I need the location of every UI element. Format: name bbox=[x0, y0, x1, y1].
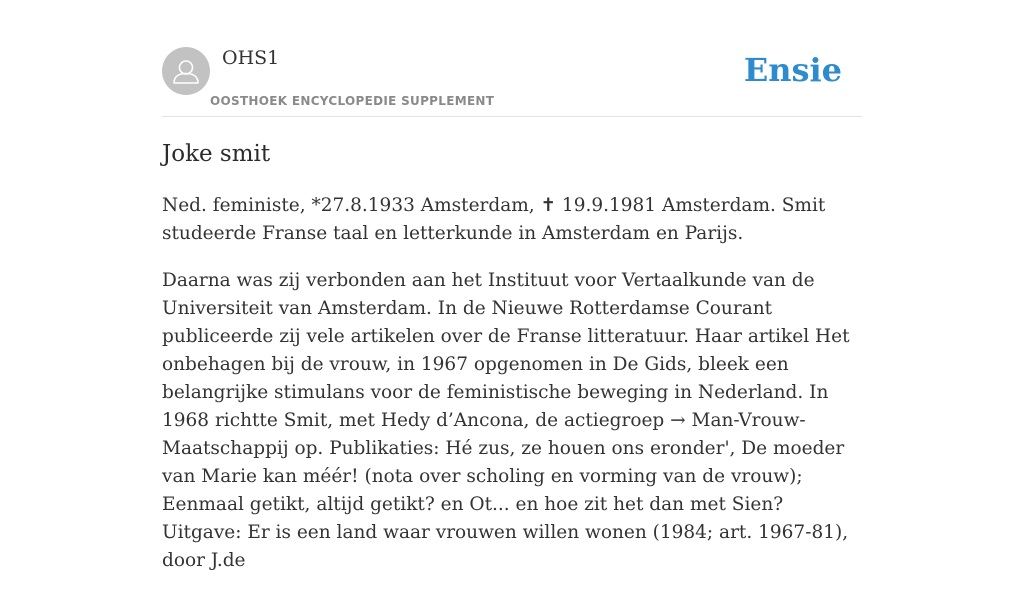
header bbox=[162, 0, 862, 117]
avatar[interactable] bbox=[162, 47, 210, 95]
brand-logo[interactable]: Ensie bbox=[743, 51, 842, 89]
article-body bbox=[162, 192, 862, 594]
article-title: Joke smit bbox=[162, 141, 271, 167]
publication-subtitle[interactable]: OOSTHOEK ENCYCLOPEDIE SUPPLEMENT bbox=[210, 94, 495, 108]
username[interactable]: OHS1 bbox=[222, 47, 280, 69]
article-paragraph: Daarna was zij verbonden aan het Instituut voor Vertaalkunde van de Universiteit van Amsterdam. In de Nieuwe Rotterdamse Courant publiceerde zij vele artikelen over de Franse litteratuur. Haar artikel Het onbehagen bij de vrouw, in 1967 opgenomen in De Gids, bleek een belangrijke stimulans voor de feministische beweging in Nederland. In 1968 richtte Smit, met Hedy d’Ancona, de actiegroep → Man-Vrouw-Maatschappij op. Publikaties: Hé zus, ze houen ons eronder', De moeder van Marie kan méér! (nota over scholing en vorming van de vrouw); Eenmaal getikt, altijd getikt? en Ot... en hoe zit het dan met Sien? Uitgave: Er is een land waar vrouwen willen wonen (1984; art. 1967-81), door J.de bbox=[162, 270, 850, 571]
article-paragraph: Ned. feministe, *27.8.1933 Amsterdam, ✝ 19.9.1981 Amsterdam. Smit studeerde Franse taal en letterkunde in Amsterdam en Parijs. bbox=[162, 195, 826, 244]
user-icon bbox=[162, 47, 210, 95]
